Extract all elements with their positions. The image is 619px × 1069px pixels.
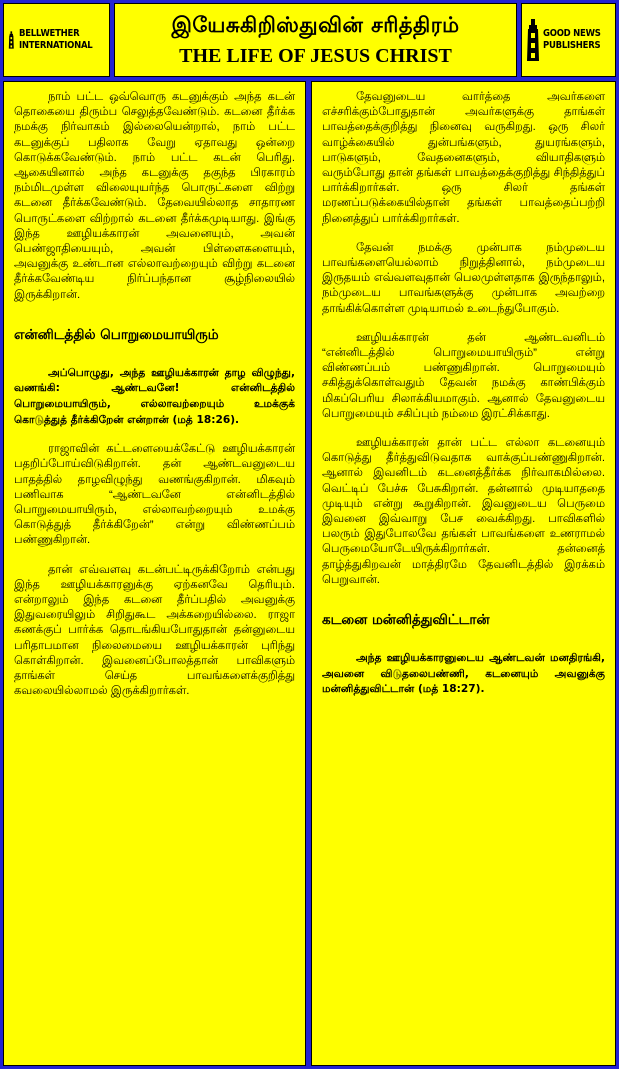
logo-line2: PUBLISHERS bbox=[543, 40, 601, 51]
paragraph: ஊழியக்காரன் தன் ஆண்டவனிடம் “என்னிடத்தில் பொறுமையாயிரும்” என்று விண்ணப்பம் பண்ணுகிறான். பொறுமையும் சகித்துக்கொள்வதும் தேவன் நமக்கு காண்பிக்கும் மிகப்பெரிய சிலாக்கியமாகும். ஆனால் தேவனுடைய பொறுமையும் சகிப்பும் நம்மை இரட்சிக்காது. bbox=[322, 331, 605, 420]
paragraph: தேவன் நமக்கு முன்பாக நம்முடைய பாவங்களையெல்லாம் நிறுத்தினால், நம்முடைய இருதயம் எவ்வளவுதான் பெலமுள்ளதாக இருந்தாலும், நம்முடைய பாவங்களுக்கு முன்பாக அவற்றை தாங்கிக்கொள்ள முடியாமல் உடைந்துபோகும். bbox=[322, 241, 605, 315]
title-tamil: இயேசுகிறிஸ்துவின் சரித்திரம் bbox=[171, 12, 460, 37]
paragraph: ஊழியக்காரன் தான் பட்ட எல்லா கடனையும் கொடுத்து தீர்த்துவிடுவதாக வாக்குப்பண்ணுகிறான். ஆனால் இவனிடம் கடனைத்தீர்க்க நிர்வாகமில்லை. வெட்டிப் பேச்சு பேசுகிறான். தன்னால் முடியாததை முடியும் என்று கூறுகிறான். இவனுடைய பெருமை இவனை இவ்வாறு பேச வைக்கிறது. பாவிகளில் பலரும் இதுபோலவே தங்கள் பாவங்களை உணராமல் பெருமையோடேயிருக்கிறார்கள். தன்னைத் தாழ்த்துகிறவன் மாத்திரமே தேவனிடத்தில் இரக்கம் பெறுவான். bbox=[322, 437, 605, 586]
title-english: THE LIFE OF JESUS CHRIST bbox=[179, 45, 452, 67]
scripture-quote: அந்த ஊழியக்காரனுடைய ஆண்டவன் மனதிரங்கி, அவனை விடுதலைபண்ணி, கடனையும் அவனுக்கு மன்னித்துவிட்டான் (மத் 18:27). bbox=[322, 652, 605, 696]
logo-line2: INTERNATIONAL bbox=[18, 40, 93, 51]
bellwether-logo bbox=[3, 3, 110, 77]
section-heading: கடனை மன்னித்துவிட்டான் bbox=[322, 612, 490, 629]
paragraph: தான் எவ்வளவு கடன்பட்டிருக்கிறோம் என்பது இந்த ஊழியக்காரனுக்கு ஏற்கனவே தெரியும். என்றாலும் இந்த கடனை தீர்ப்பதில் அவனுக்கு இதுவரையிலும் சிறிதுகூட அக்கறையில்லை. ராஜா கணக்குப் பார்க்க தொடங்கியபோதுதான் தன்னுடைய பரிதாபமான நிலைமையை ஊழியக்காரன் புரிந்து கொள்கிறான். இவனைப்போலத்தான் பாவிகளும் தாங்கள் செய்த பாவங்களைக்குறித்து கவலையில்லாமல் இருக்கிறார்கள். bbox=[14, 563, 295, 698]
tower-icon bbox=[8, 17, 15, 63]
logo-line1: BELLWETHER bbox=[18, 28, 79, 39]
logo-line1: GOOD NEWS bbox=[543, 28, 601, 39]
tower-icon bbox=[526, 17, 540, 63]
good-news-logo bbox=[521, 3, 616, 77]
right-column bbox=[311, 81, 616, 1066]
paragraph: தேவனுடைய வார்த்தை அவர்களை எச்சரிக்கும்போதுதான் அவர்களுக்கு தாங்கள் பாவத்தைக்குறித்து நினைவு வருகிறது. ஒரு சிலர் வாழ்க்கையில் துன்பங்களும், துயரங்களும், பாடுகளும், வேதனைகளும், வியாதிகளும் வரும்போது தான் தங்கள் பாவத்தைக்குறித்து சிந்தித்துப் பார்க்கிறார்கள். ஒரு சிலர் தங்கள் மரணப்படுக்கையில்தான் தங்கள் பாவத்தைப்பற்றி நினைத்துப் பார்க்கிறார்கள். bbox=[322, 91, 605, 225]
left-column bbox=[3, 81, 306, 1066]
paragraph: ராஜாவின் கட்டளையைக்கேட்டு ஊழியக்காரன் பதறிப்போய்விடுகிறான். தன் ஆண்டவனுடைய பாதத்தில் தாழவிழுந்து வணங்குகிறான். மிகவும் பணிவாக “ஆண்டவனே என்னிடத்தில் பொறுமையாயிரும், எல்லாவற்றையும் உமக்கு கொடுத்துத் தீர்க்கிறேன்” என்று விண்ணப்பம் பண்ணுகிறான். bbox=[14, 443, 295, 547]
section-heading: என்னிடத்தில் பொறுமையாயிரும் bbox=[14, 326, 219, 343]
page-title bbox=[114, 3, 517, 77]
paragraph: நாம் பட்ட ஒவ்வொரு கடனுக்கும் அந்த கடன் தொகையை திரும்ப செலுத்தவேண்டும். கடனை தீர்க்க நமக்கு நிர்வாகம் இல்லையென்றால், நாம் பட்ட கடனுக்குப் பதிலாக வேறு ஏதாவது ஒன்றை கொடுக்கவேண்டும். நாம் பட்ட கடன் பெரிது. ஆகையினால் அந்த கடனுக்கு தகுந்த பிரகாரம் நம்மிடமுள்ள விலையுயர்ந்த பொருட்களை விற்று கடனை தீர்க்கவேண்டும். தேவையில்லாத சாதாரண பொருட்களை விற்றால் கடனை தீர்க்கமுடியாது. இங்கு இந்த ஊழியக்காரன் அவனையும், அவன் பெண்ஜாதியையும், அவன் பிள்ளைகளையும், அவனுக்கு உண்டான எல்லாவற்றையும் விற்று கடனை தீர்க்கவேண்டிய நிர்ப்பந்தான சூழ்நிலையில் இருக்கிறான். bbox=[14, 91, 295, 301]
scripture-quote: அப்பொழுது, அந்த ஊழியக்காரன் தாழ விழுந்து, வணங்கி: ஆண்டவனே! என்னிடத்தில் பொறுமையாயிரும், எல்லாவற்றையும் உமக்குக் கொடுத்துத் தீர்க்கிறேன் என்றான் (மத் 18:26). bbox=[14, 366, 295, 426]
